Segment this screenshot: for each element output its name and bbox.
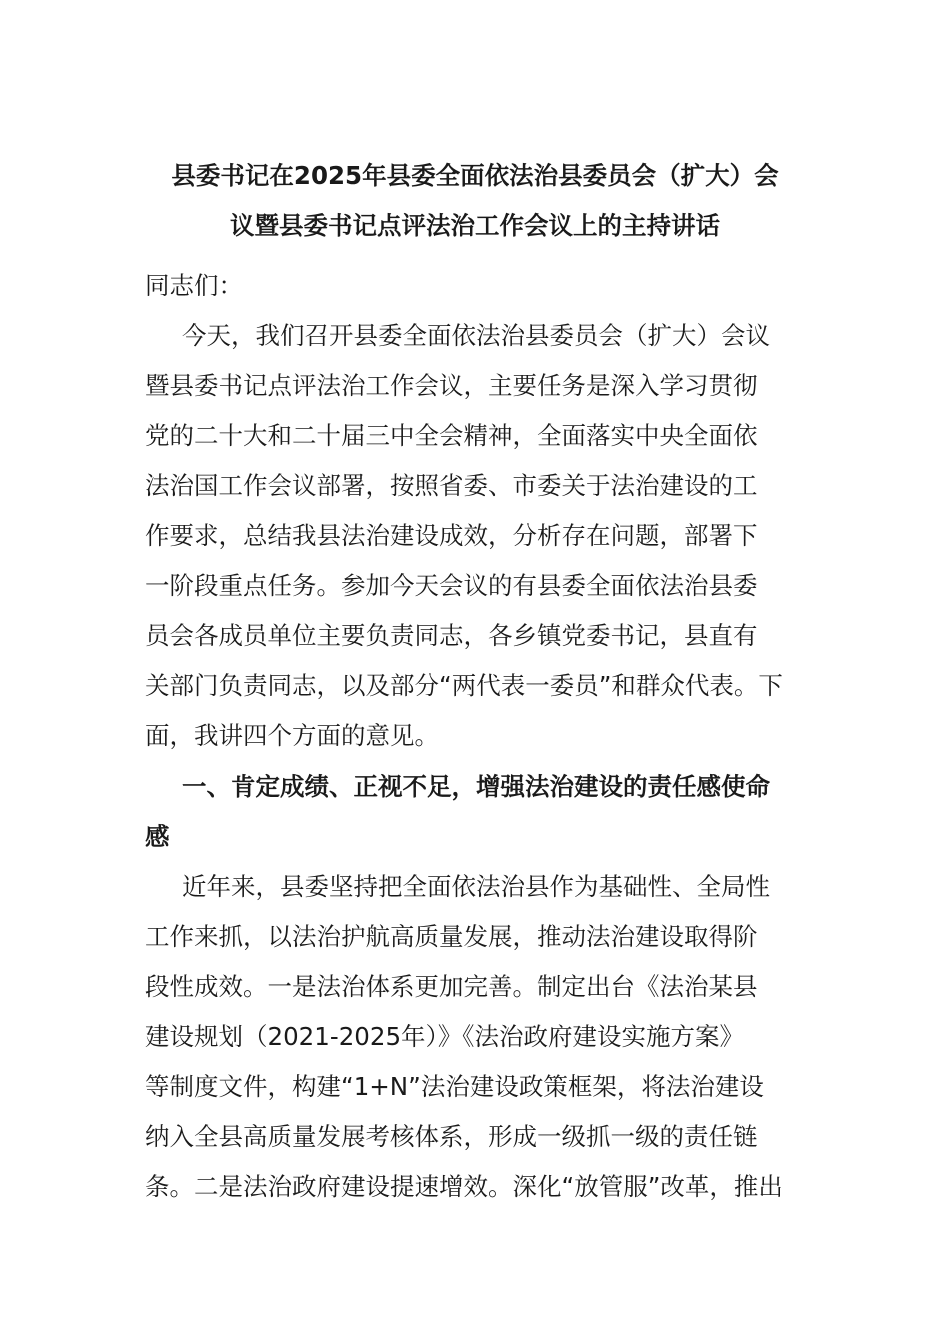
body-line-4: 法治国工作会议部署，按照省委、市委关于法治建设的工 <box>145 471 758 500</box>
body-line-18: 条。二是法治政府建设提速增效。深化“放管服”改革，推出 <box>145 1172 783 1201</box>
body-line-6: 一阶段重点任务。参加今天会议的有县委全面依法治县委 <box>145 571 758 600</box>
section-heading-1-cont: 感 <box>145 822 170 851</box>
body-line-13: 工作来抓，以法治护航高质量发展，推动法治建设取得阶 <box>145 922 758 951</box>
body-line-8: 关部门负责同志，以及部分“两代表一委员”和群众代表。下 <box>145 671 783 700</box>
body-line-15: 建设规划（2021-2025年）》《法治政府建设实施方案》 <box>145 1022 745 1051</box>
body-line-16: 等制度文件，构建“1+N”法治建设政策框架，将法治建设 <box>145 1072 764 1101</box>
body-line-17: 纳入全县高质量发展考核体系，形成一级抓一级的责任链 <box>145 1122 758 1151</box>
body-line-2: 暨县委书记点评法治工作会议，主要任务是深入学习贯彻 <box>145 371 758 400</box>
body-line-9: 面，我讲四个方面的意见。 <box>145 721 439 750</box>
body-line-12: 近年来，县委坚持把全面依法治县作为基础性、全局性 <box>182 872 770 901</box>
body-line-1: 今天，我们召开县委全面依法治县委员会（扩大）会议 <box>182 321 770 350</box>
body-line-14: 段性成效。一是法治体系更加完善。制定出台《法治某县 <box>145 972 758 1001</box>
title-line-1: 县委书记在2025年县委全面依法治县委员会（扩大）会 <box>171 161 779 190</box>
body-line-7: 员会各成员单位主要负责同志，各乡镇党委书记，县直有 <box>145 621 758 650</box>
title-line-2: 议暨县委书记点评法治工作会议上的主持讲话 <box>230 211 720 240</box>
document-title <box>145 151 805 251</box>
section-heading-1: 一、肯定成绩、正视不足，增强法治建设的责任感使命 <box>182 772 770 801</box>
body-line-5: 作要求，总结我县法治建设成效，分析存在问题，部署下 <box>145 521 758 550</box>
body-line-3: 党的二十大和二十届三中全会精神，全面落实中央全面依 <box>145 421 758 450</box>
salutation: 同志们： <box>145 271 243 300</box>
